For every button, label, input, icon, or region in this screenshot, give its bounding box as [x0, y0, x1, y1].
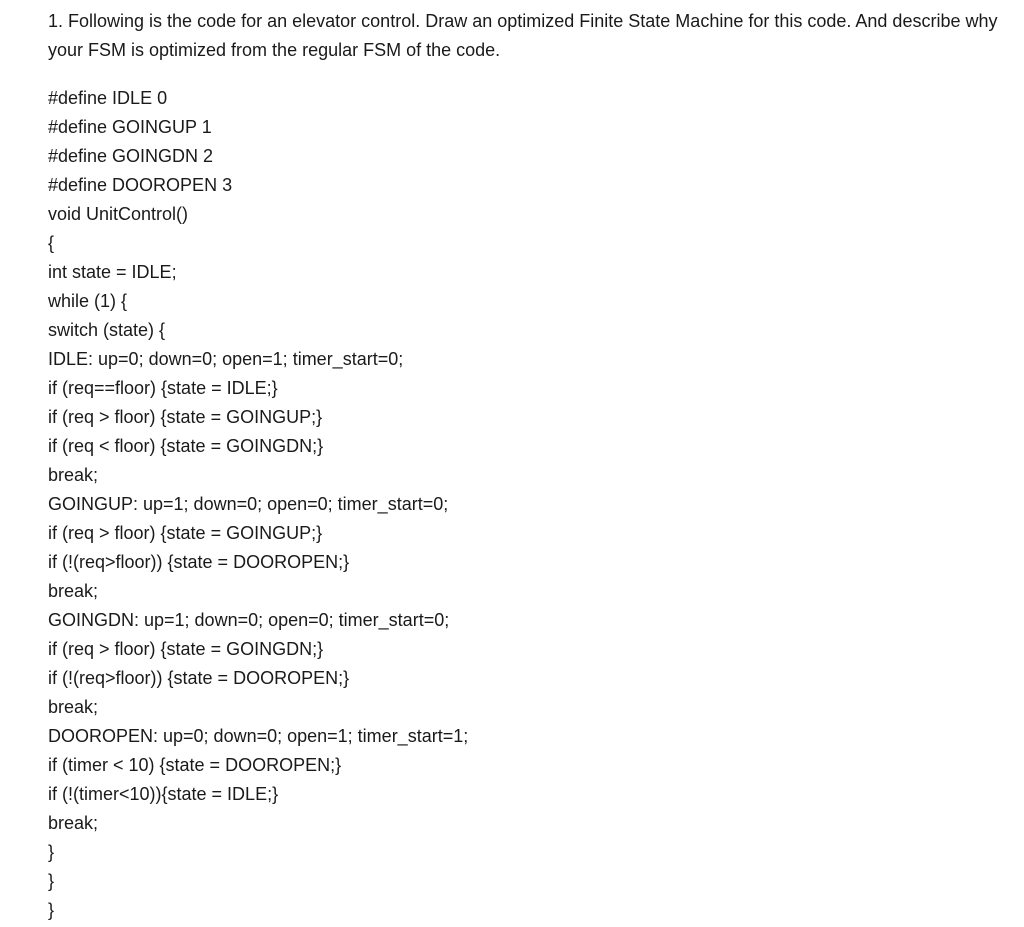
code-line: break; — [48, 581, 99, 601]
code-line: #define GOINGDN 2 — [48, 146, 214, 166]
code-line: } — [48, 900, 55, 920]
code-line: if (req > floor) {state = GOINGUP;} — [48, 523, 323, 543]
code-line: GOINGDN: up=1; down=0; open=0; timer_start=0; — [48, 610, 450, 630]
code-line: if (req < floor) {state = GOINGDN;} — [48, 436, 324, 456]
code-line: switch (state) { — [48, 320, 166, 340]
code-line: if (req==floor) {state = IDLE;} — [48, 378, 278, 398]
code-line: #define GOINGUP 1 — [48, 117, 212, 137]
code-line: } — [48, 871, 55, 891]
code-line: break; — [48, 465, 99, 485]
code-line: break; — [48, 697, 99, 717]
code-line: #define DOOROPEN 3 — [48, 175, 233, 195]
code-line: break; — [48, 813, 99, 833]
code-line: while (1) { — [48, 291, 128, 311]
code-line: } — [48, 842, 55, 862]
code-line: #define IDLE 0 — [48, 88, 168, 108]
code-line: int state = IDLE; — [48, 262, 177, 282]
code-line: if (req > floor) {state = GOINGUP;} — [48, 407, 323, 427]
code-line: if (req > floor) {state = GOINGDN;} — [48, 639, 324, 659]
code-line: if (!(req>floor)) {state = DOOROPEN;} — [48, 552, 350, 572]
code-line: if (!(req>floor)) {state = DOOROPEN;} — [48, 668, 350, 688]
code-line: IDLE: up=0; down=0; open=1; timer_start=0; — [48, 349, 404, 369]
code-block — [48, 84, 468, 925]
code-line: { — [48, 233, 55, 253]
code-line: void UnitControl() — [48, 204, 189, 224]
code-line: DOOROPEN: up=0; down=0; open=1; timer_start=1; — [48, 726, 469, 746]
code-line: if (!(timer<10)){state = IDLE;} — [48, 784, 279, 804]
code-line: GOINGUP: up=1; down=0; open=0; timer_start=0; — [48, 494, 449, 514]
code-line: if (timer < 10) {state = DOOROPEN;} — [48, 755, 342, 775]
question-text: 1. Following is the code for an elevator control. Draw an optimized Finite State Machine for this code. And describe why your FSM is optimized from the regular FSM of the code. — [48, 11, 998, 60]
